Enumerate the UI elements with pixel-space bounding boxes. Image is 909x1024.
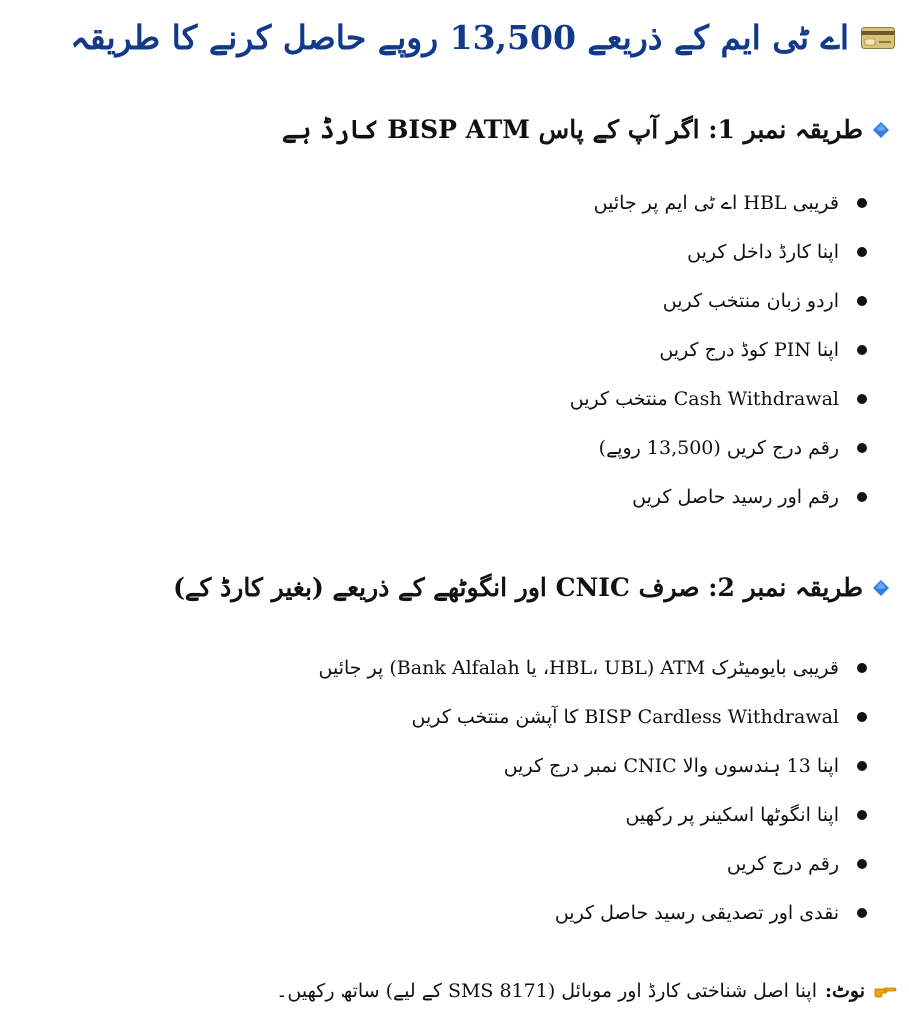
list-item: قریبی HBL اے ٹی ایم پر جائیں <box>570 178 867 227</box>
page-title-row <box>20 18 895 57</box>
list-item: نقدی اور تصدیقی رسید حاصل کریں <box>319 888 868 937</box>
list-item: اپنا کارڈ داخل کریں <box>570 227 867 276</box>
bullet-icon <box>857 345 867 355</box>
note-label: نوٹ: <box>824 980 865 1002</box>
blue-diamond-icon <box>873 580 889 596</box>
list-item: اپنا PIN کوڈ درج کریں <box>570 325 867 374</box>
method1-heading-text: طریقہ نمبر 1: اگر آپ کے پاس BISP ATM کارڈ ہے <box>281 115 863 144</box>
bullet-icon <box>857 859 867 869</box>
list-item: قریبی بایومیٹرک ATM (HBL، UBL، یا Bank Alfalah) پر جائیں <box>319 643 868 692</box>
bullet-icon <box>857 761 867 771</box>
credit-card-icon <box>861 27 895 49</box>
method2-heading <box>173 573 889 602</box>
method2-steps <box>319 643 868 937</box>
list-item: اپنا انگوٹھا اسکینر پر رکھیں <box>319 790 868 839</box>
page-title: اے ٹی ایم کے ذریعے 13,500 روپے حاصل کرنے کا طریقہ <box>70 18 849 57</box>
bullet-icon <box>857 492 867 502</box>
bullet-icon <box>857 810 867 820</box>
note-text: اپنا اصل شناختی کارڈ اور موبائل (SMS 8171 کے لیے) ساتھ رکھیں۔ <box>276 980 817 1002</box>
method2-heading-text: طریقہ نمبر 2: صرف CNIC اور انگوٹھے کے ذریعے (بغیر کارڈ کے) <box>173 573 863 602</box>
bullet-icon <box>857 908 867 918</box>
list-item: BISP Cardless Withdrawal کا آپشن منتخب کریں <box>319 692 868 741</box>
list-item: اپنا 13 ہندسوں والا CNIC نمبر درج کریں <box>319 741 868 790</box>
bullet-icon <box>857 198 867 208</box>
bullet-icon <box>857 712 867 722</box>
note <box>276 980 897 1002</box>
pointing-hand-icon <box>873 982 897 1000</box>
list-item: اردو زبان منتخب کریں <box>570 276 867 325</box>
list-item: Cash Withdrawal منتخب کریں <box>570 374 867 423</box>
bullet-icon <box>857 296 867 306</box>
list-item: رقم درج کریں (13,500 روپے) <box>570 423 867 472</box>
blue-diamond-icon <box>873 122 889 138</box>
method1-steps <box>570 178 867 521</box>
bullet-icon <box>857 663 867 673</box>
bullet-icon <box>857 443 867 453</box>
list-item: رقم درج کریں <box>319 839 868 888</box>
bullet-icon <box>857 394 867 404</box>
bullet-icon <box>857 247 867 257</box>
list-item: رقم اور رسید حاصل کریں <box>570 472 867 521</box>
method1-heading <box>282 115 889 144</box>
